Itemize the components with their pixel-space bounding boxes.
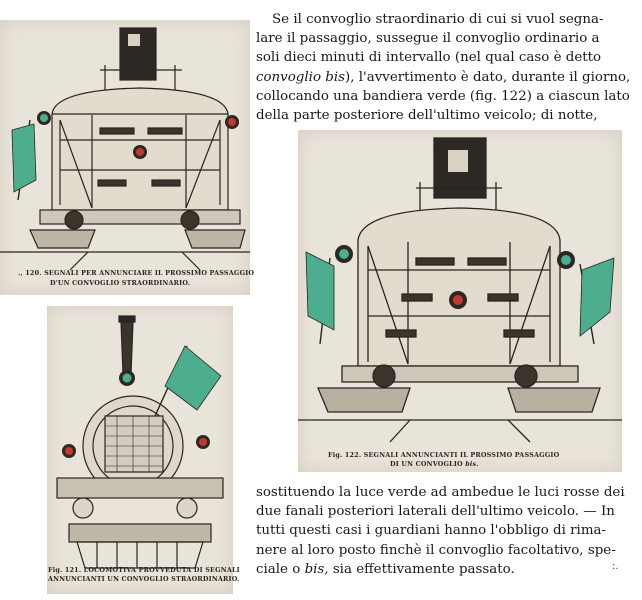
top-paragraph-line-4-rest: l'avvertimento è dato, durante il giorno, — [358, 69, 631, 85]
top-paragraph-line-1: Se il convoglio straordinario di cui si vuol segna- — [272, 12, 604, 27]
figure-121-caption-line-1: Fig. 121. LOCOMOTIVA PROVVEDUTA DI SEGNALI — [48, 566, 240, 574]
figure-122-illustration — [298, 130, 622, 472]
top-paragraph-line-3: soli dieci minuti di intervallo (nel qual caso è detto — [256, 50, 602, 66]
bottom-paragraph-line-3: tutti questi casi i guardiani hanno l'obbligo di rima- — [256, 523, 607, 539]
figure-120-caption-line-2: D'UN CONVOGLIO STRAORDINARIO. — [50, 279, 191, 287]
bottom-paragraph-line-2: due fanali posteriori laterali dell'ultimo veicolo. — In — [256, 504, 615, 520]
italic-term-convoglio-bis: convoglio bis — [256, 69, 345, 85]
top-paragraph-line-2: lare il passaggio, sussegue il convoglio ordinario a — [256, 31, 600, 47]
figure-122-caption-prefix: DI UN CONVOGLIO — [390, 460, 463, 468]
figure-121-illustration — [47, 306, 233, 594]
bottom-paragraph-line-5-end: sia effettivamente passato. — [332, 561, 515, 577]
figure-122-caption-line-1: Fig. 122. SEGNALI ANNUNCIANTI IL PROSSIMO PASSAGGIO — [328, 451, 560, 459]
figure-122-caption-line-2 — [390, 460, 479, 468]
figure-120-caption-line-1: ., 120. SEGNALI PER ANNUNCIARE IL PROSSIMO PASSAGGIO — [18, 269, 255, 277]
top-paragraph-line-5: collocando una bandiera verde (fig. 122) a ciascun lato — [256, 88, 630, 104]
figure-122-caption-italic: bis. — [465, 460, 479, 468]
figure-121-scan — [47, 306, 233, 594]
figure-120-scan — [0, 20, 250, 295]
figure-122-scan — [298, 130, 622, 472]
bottom-paragraph-line-4: nere al loro posto finchè il convoglio facoltativo, spe- — [256, 542, 616, 558]
bottom-paragraph — [256, 483, 636, 579]
page-edge-mark: :. — [612, 561, 619, 572]
figure-120-illustration — [0, 20, 250, 295]
top-paragraph-line-6: della parte posteriore dell'ultimo veicolo; di notte, — [256, 108, 598, 124]
figure-121-caption-line-2: ANNUNCIANTI UN CONVOGLIO STRAORDINARIO. — [48, 575, 240, 583]
italic-term-bis: bis, — [304, 561, 329, 577]
top-paragraph — [256, 10, 634, 125]
bottom-paragraph-line-1: sostituendo la luce verde ad ambedue le luci rosse dei — [256, 485, 625, 500]
top-paragraph-line-4: convoglio bis), l'avvertimento è dato, durante il giorno, — [256, 69, 631, 85]
bottom-paragraph-line-5-start: ciale o — [256, 561, 301, 577]
bottom-paragraph-line-5 — [256, 560, 636, 579]
